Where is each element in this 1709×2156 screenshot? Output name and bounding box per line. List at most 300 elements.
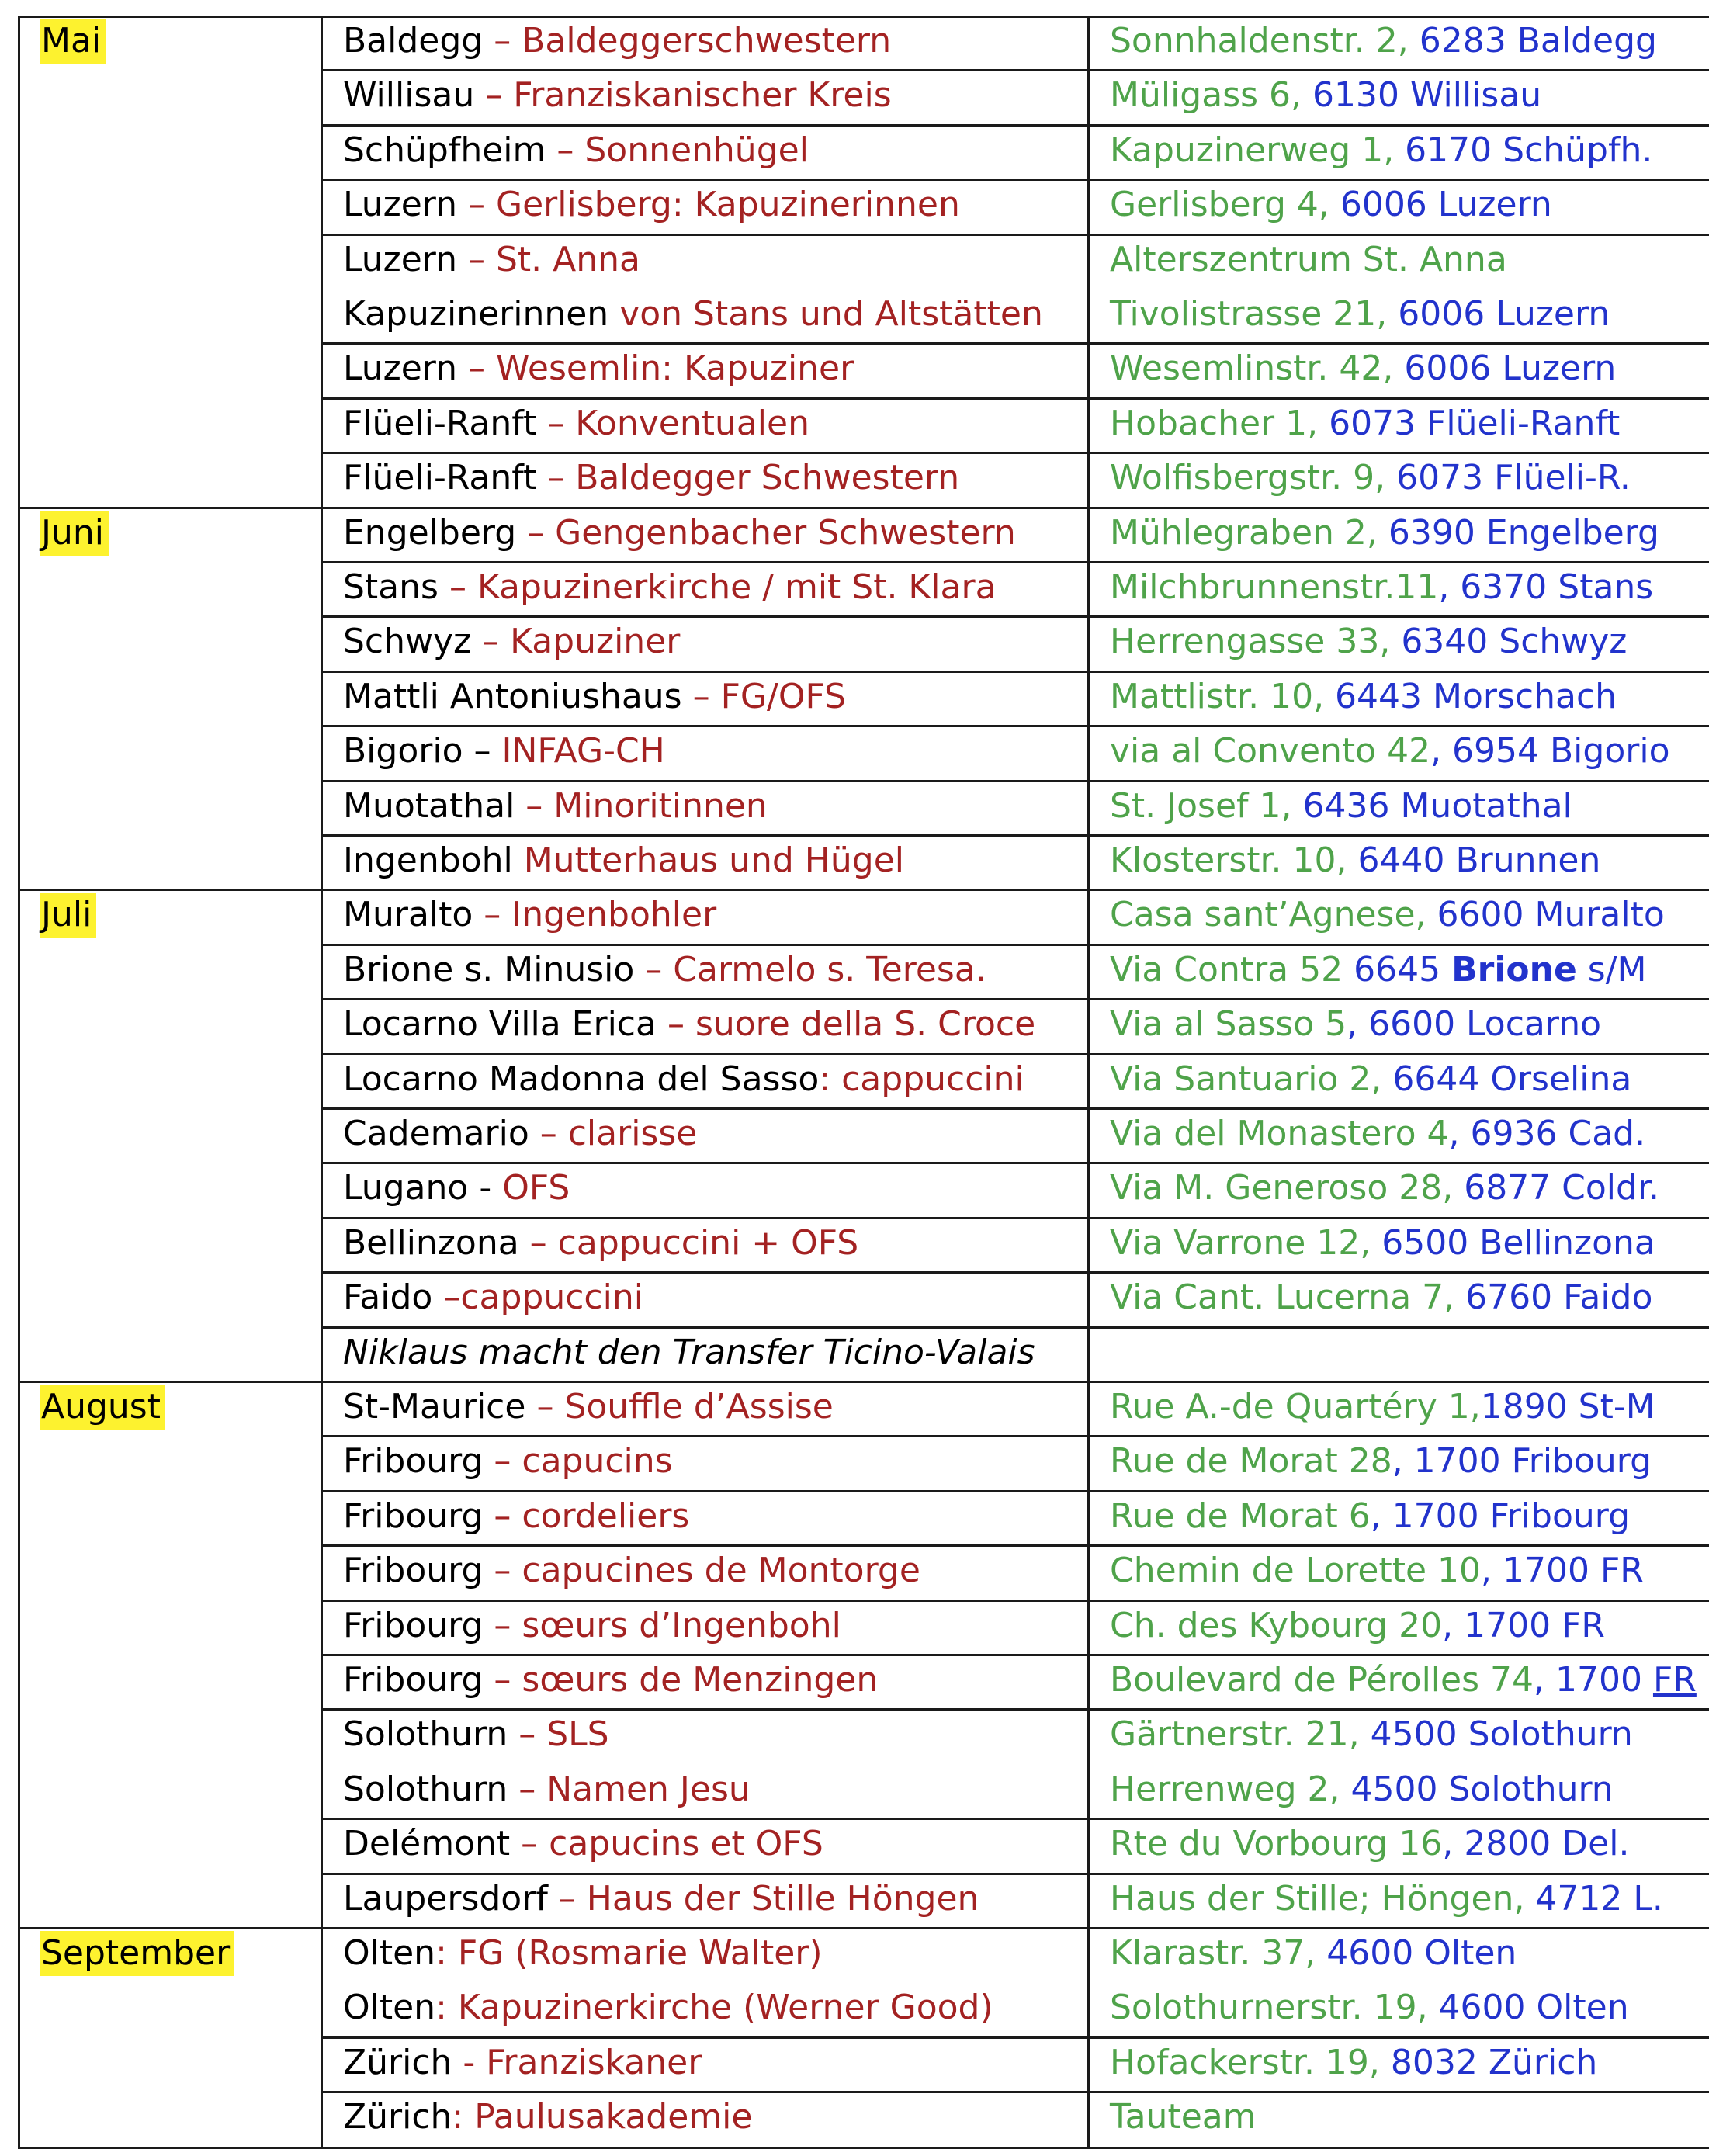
row-divider (321, 1326, 1709, 1329)
place-name: Muotathal (343, 785, 515, 826)
place-name: Locarno Madonna del Sasso (343, 1059, 820, 1099)
location-entry (343, 237, 640, 282)
address-entry (1110, 1439, 1652, 1484)
row-divider (321, 1708, 1709, 1711)
separator: – (656, 1004, 695, 1045)
separator (491, 731, 501, 771)
place-name: Flüeli-Ranft (343, 403, 537, 443)
place-name: Zürich (343, 2097, 452, 2137)
street-address: Hobacher 1, (1110, 403, 1329, 443)
address-entry (1110, 19, 1657, 64)
place-name: Fribourg (343, 1496, 484, 1536)
address-entry (1110, 838, 1600, 883)
row-divider (321, 671, 1709, 673)
place-name: Fribourg (343, 1660, 484, 1700)
community-name: Souffle d’Assise (564, 1387, 834, 1426)
row-divider (321, 615, 1709, 618)
address-entry (1110, 1603, 1605, 1648)
place-name: Solothurn (343, 1769, 508, 1809)
street-address: Via Contra 52 (1110, 949, 1354, 990)
postal-city: 6006 Luzern (1398, 294, 1610, 334)
place-name: Fribourg (343, 1441, 484, 1482)
community-name: Baldegger Schwestern (575, 458, 960, 498)
location-entry (343, 1767, 751, 1812)
location-entry (343, 73, 892, 118)
location-entry (343, 292, 1043, 337)
street-address: Herrengasse 33, (1110, 622, 1402, 662)
street-address: Müligass 6, (1110, 75, 1312, 116)
street-address: Herrenweg 2, (1110, 1769, 1351, 1809)
street-address: St. Josef 1, (1110, 785, 1303, 826)
address-entry (1110, 1166, 1659, 1211)
place-name: Olten (343, 1988, 436, 2028)
place-name: Faido (343, 1277, 433, 1318)
separator: : (819, 1059, 842, 1099)
location-entry (343, 1002, 1035, 1047)
street-address: Milchbrunnenstr.11 (1110, 567, 1439, 607)
place-name: Locarno Villa Erica (343, 1004, 657, 1045)
community-name: Kapuzinerkirche (Werner Good) (457, 1988, 993, 2028)
place-name: Willisau (343, 75, 475, 116)
community-name: Paulusakademie (474, 2097, 753, 2137)
month-label: August (40, 1385, 165, 1430)
postal-city: 6600 Muralto (1437, 895, 1665, 935)
street-address: Hofackerstr. 19, (1110, 2042, 1391, 2082)
month-divider (18, 1927, 1709, 1929)
postal-city: , 6936 Cad. (1448, 1114, 1646, 1153)
row-divider (321, 2091, 1709, 2093)
place-name: Flüeli-Ranft (343, 458, 537, 498)
street-address: Via al Sasso 5 (1110, 1004, 1347, 1045)
street-address: Sonnhaldenstr. 2, (1110, 21, 1420, 61)
postal-city: , 6600 Locarno (1347, 1004, 1601, 1045)
separator (513, 841, 524, 880)
separator: – (457, 185, 496, 225)
street-address: Ch. des Kybourg 20 (1110, 1605, 1443, 1645)
location-entry (343, 2095, 752, 2140)
separator: – (474, 75, 514, 116)
place-name: Baldegg (343, 21, 484, 61)
location-entry (343, 1439, 673, 1484)
street-address: Mühlegraben 2, (1110, 512, 1388, 553)
postal-city: , 6954 Bigorio (1430, 731, 1670, 771)
postal-city: 6644 Orselina (1392, 1059, 1632, 1099)
postal-city: , 2800 Del. (1442, 1824, 1630, 1864)
postal-city-link: FR (1652, 1660, 1697, 1700)
location-entry (343, 1166, 570, 1211)
location-entry (343, 1658, 878, 1703)
separator: : (452, 2097, 475, 2137)
row-divider (321, 342, 1709, 345)
street-address: Klarastr. 37, (1110, 1933, 1327, 1973)
postal-city: , 1700 Fribourg (1370, 1496, 1631, 1536)
community-name: FG/OFS (720, 676, 846, 716)
location-entry (343, 346, 854, 391)
street-address: Gerlisberg 4, (1110, 185, 1340, 225)
postal-city: , 1700 Fribourg (1392, 1441, 1652, 1482)
community-name: Namen Jesu (546, 1769, 751, 1809)
separator: – (515, 785, 554, 826)
community-name: Mutterhaus und Hügel (523, 841, 904, 880)
row-divider (321, 780, 1709, 782)
location-entry (343, 1603, 841, 1648)
community-name: St. Anna (495, 239, 640, 279)
location-entry (343, 674, 846, 719)
community-name: Kapuzinerkirche / mit St. Klara (477, 567, 997, 607)
separator: – (457, 239, 496, 279)
place-name: Ingenbohl (343, 841, 513, 880)
separator: – (473, 895, 512, 935)
address-entry (1110, 1111, 1645, 1156)
row-divider (321, 1654, 1709, 1656)
street-address: Via del Monastero 4 (1110, 1114, 1449, 1153)
month-label: Juni (40, 511, 109, 556)
separator: – (457, 348, 496, 389)
separator: – (525, 1387, 565, 1426)
postal-city: 4600 Olten (1326, 1933, 1517, 1973)
place-name: Muralto (343, 895, 473, 935)
community-name: Ingenbohler (511, 895, 717, 935)
postal-city: 4712 L. (1535, 1878, 1663, 1919)
community-name: Franziskaner (486, 2042, 702, 2082)
address-entry (1110, 1385, 1655, 1430)
community-name: cappuccini (841, 1059, 1024, 1099)
address-entry (1110, 1985, 1629, 2030)
address-entry (1110, 1275, 1652, 1320)
place-name: Schüpfheim (343, 130, 546, 170)
address-entry (1110, 619, 1627, 664)
separator: : (435, 1933, 458, 1973)
separator: – (483, 1496, 522, 1536)
street-address: via al Convento 42 (1110, 731, 1431, 771)
street-address: Wesemlinstr. 42, (1110, 348, 1405, 389)
place-name: Engelberg (343, 512, 517, 553)
place-name: Cademario (343, 1114, 529, 1153)
location-entry (343, 1931, 823, 1976)
street-address: Rte du Vorbourg 16 (1110, 1824, 1443, 1864)
row-divider (321, 561, 1709, 563)
location-entry (343, 893, 716, 938)
location-entry (343, 182, 960, 227)
location-entry (343, 565, 997, 610)
month-label: September (40, 1931, 234, 1976)
street-address: Tivolistrasse 21, (1110, 294, 1399, 334)
row-divider (321, 1162, 1709, 1164)
row-divider (321, 124, 1709, 127)
address-entry (1110, 456, 1631, 501)
location-entry (343, 511, 1016, 556)
address-entry (1110, 674, 1617, 719)
postal-city: 6170 Schüpfh. (1405, 130, 1653, 170)
location-entry (343, 1548, 920, 1593)
separator: – (483, 21, 522, 61)
place-name: Niklaus macht den Transfer Ticino-Valais (343, 1332, 1035, 1372)
column-divider (18, 16, 20, 2149)
separator: – (681, 676, 721, 716)
postal-city: 6006 Luzern (1340, 185, 1552, 225)
separator: – (518, 1222, 558, 1263)
postal-city: 6436 Muotathal (1302, 785, 1572, 826)
row-divider (321, 1873, 1709, 1875)
street-address: Tauteam (1110, 2097, 1257, 2137)
separator: – (483, 1441, 522, 1482)
postal-city: 6130 Willisau (1312, 75, 1542, 116)
separator: – (483, 1605, 522, 1645)
separator: – (546, 130, 585, 170)
address-entry (1110, 729, 1670, 774)
postal-city: 6440 Brunnen (1357, 841, 1601, 880)
address-entry (1110, 511, 1659, 556)
postal-city: 4500 Solothurn (1370, 1714, 1633, 1755)
address-entry (1110, 1221, 1655, 1266)
location-entry (343, 456, 959, 501)
community-name: Franziskanischer Kreis (513, 75, 892, 116)
separator: – (634, 949, 674, 990)
row-divider (321, 452, 1709, 454)
separator: – (536, 403, 576, 443)
place-name: Laupersdorf (343, 1878, 548, 1919)
separator (608, 294, 619, 334)
row-divider (321, 1053, 1709, 1055)
location-entry (343, 1494, 689, 1539)
community-name: cappuccini (460, 1277, 643, 1318)
postal-city: 6340 Schwyz (1401, 622, 1628, 662)
street-address: Mattlistr. 10, (1110, 676, 1336, 716)
row-divider (321, 944, 1709, 946)
postal-city: 8032 Zürich (1390, 2042, 1598, 2082)
column-divider (321, 16, 323, 2149)
location-entry (343, 19, 891, 64)
place-name: Lugano - (343, 1168, 492, 1208)
location-entry (343, 1877, 979, 1922)
row-divider (321, 1600, 1709, 1602)
address-entry (1110, 1658, 1697, 1703)
separator: – (516, 512, 556, 553)
community-name: capucins (522, 1441, 673, 1482)
street-address: Alterszentrum St. Anna (1110, 239, 1507, 279)
row-divider (321, 1217, 1709, 1219)
place-name: Olten (343, 1933, 436, 1973)
address-entry (1110, 237, 1507, 282)
row-divider (321, 1818, 1709, 1820)
location-entry (343, 1221, 858, 1266)
separator: – (510, 1824, 549, 1864)
postal-city: 6390 Engelberg (1388, 512, 1659, 553)
place-name: Fribourg (343, 1605, 484, 1645)
street-address: Via Santuario 2, (1110, 1059, 1393, 1099)
street-address: Wolfisbergstr. 9, (1110, 458, 1397, 498)
separator: – (483, 1551, 522, 1591)
month-divider (18, 507, 1709, 509)
table-top-border (18, 16, 1709, 18)
month-label: Mai (40, 19, 106, 64)
address-entry (1110, 1002, 1601, 1047)
postal-city: 6073 Flüeli-Ranft (1329, 403, 1621, 443)
community-name: cappuccini + OFS (557, 1222, 859, 1263)
address-entry (1110, 893, 1665, 938)
place-name: Luzern (343, 185, 457, 225)
street-address: Haus der Stille; Höngen, (1110, 1878, 1536, 1919)
community-name: Konventualen (575, 403, 809, 443)
month-divider (18, 889, 1709, 891)
month-divider (18, 1381, 1709, 1383)
location-entry (343, 1985, 993, 2030)
place-name: Luzern (343, 239, 457, 279)
place-name: Zürich (343, 2042, 452, 2082)
location-entry (343, 1275, 643, 1320)
separator: – (438, 567, 477, 607)
place-name: Luzern (343, 348, 457, 389)
place-name: Bellinzona (343, 1222, 519, 1263)
postal-city: 6006 Luzern (1404, 348, 1617, 389)
row-divider (321, 1544, 1709, 1547)
row-divider (321, 179, 1709, 181)
street-address: Via Varrone 12, (1110, 1222, 1382, 1263)
row-divider (321, 2036, 1709, 2039)
street-address: Rue de Morat 28 (1110, 1441, 1392, 1482)
address-entry (1110, 292, 1610, 337)
address-entry (1110, 565, 1653, 610)
location-entry (343, 619, 680, 664)
location-entry (343, 1057, 1024, 1102)
place-name: Solothurn (343, 1714, 508, 1755)
postal-city: 1890 St-M (1480, 1387, 1655, 1426)
address-entry (1110, 784, 1572, 829)
address-entry (1110, 1057, 1631, 1102)
row-divider (321, 725, 1709, 727)
street-address: Rue A.-de Quartéry 1, (1110, 1387, 1481, 1426)
community-name: sœurs de Menzingen (522, 1660, 879, 1700)
row-divider (321, 1490, 1709, 1492)
separator: – (432, 1277, 461, 1318)
community-name: sœurs d’Ingenbohl (522, 1605, 841, 1645)
postal-city: 6760 Faido (1465, 1277, 1653, 1318)
postal-city: 6645 (1354, 949, 1452, 990)
separator: – (547, 1878, 587, 1919)
location-entry (343, 729, 665, 774)
community-name: Minoritinnen (553, 785, 768, 826)
postal-city: 6283 Baldegg (1419, 21, 1657, 61)
separator: – (508, 1769, 547, 1809)
row-divider (321, 998, 1709, 1000)
postal-city: , 6370 Stans (1438, 567, 1654, 607)
postal-city: , 1700 FR (1442, 1605, 1605, 1645)
separator: - (452, 2042, 487, 2082)
separator: – (471, 622, 511, 662)
street-address: Via Cant. Lucerna 7, (1110, 1277, 1466, 1318)
schedule-table (18, 16, 1709, 2149)
location-entry (343, 838, 904, 883)
community-name: clarisse (567, 1114, 698, 1153)
postal-city: , 1700 FR (1481, 1551, 1644, 1591)
postal-city: 6443 Morschach (1335, 676, 1617, 716)
address-entry (1110, 401, 1620, 446)
location-entry (343, 1822, 823, 1867)
address-entry (1110, 2040, 1597, 2085)
address-entry (1110, 1712, 1633, 1757)
postal-city: 6500 Bellinzona (1381, 1222, 1655, 1263)
community-name: SLS (546, 1714, 609, 1755)
separator: – (508, 1714, 547, 1755)
community-name: Baldeggerschwestern (522, 21, 892, 61)
street-address: Kapuzinerweg 1, (1110, 130, 1406, 170)
separator: – (536, 458, 576, 498)
address-entry (1110, 1494, 1630, 1539)
column-divider (1087, 16, 1090, 2149)
postal-city: 4500 Solothurn (1350, 1769, 1614, 1809)
row-divider (321, 397, 1709, 400)
row-divider (321, 69, 1709, 71)
separator: – (483, 1660, 522, 1700)
location-entry (343, 1385, 834, 1430)
postal-city: , 1700 (1534, 1660, 1653, 1700)
place-name: St-Maurice (343, 1387, 526, 1426)
address-entry (1110, 73, 1541, 118)
address-entry (1110, 2095, 1257, 2140)
separator (491, 1168, 502, 1208)
community-name: Kapuziner (510, 622, 681, 662)
street-address: Boulevard de Pérolles 74 (1110, 1660, 1534, 1700)
location-entry (343, 1712, 609, 1757)
community-name: FG (Rosmarie Walter) (457, 1933, 823, 1973)
row-divider (321, 834, 1709, 837)
postal-city-tail: s/M (1576, 949, 1647, 990)
address-entry (1110, 128, 1652, 173)
address-entry (1110, 1877, 1663, 1922)
address-entry (1110, 182, 1552, 227)
table-bottom-border (18, 2147, 1709, 2149)
location-entry (343, 784, 768, 829)
address-entry (1110, 1548, 1644, 1593)
address-entry (1110, 1767, 1614, 1812)
community-name: Haus der Stille Höngen (586, 1878, 979, 1919)
location-entry (343, 1330, 1035, 1375)
street-address: Chemin de Lorette 10 (1110, 1551, 1482, 1591)
place-name: Fribourg (343, 1551, 484, 1591)
postal-city: 4600 Olten (1438, 1988, 1629, 2028)
address-entry (1110, 346, 1616, 391)
community-name: cordeliers (522, 1496, 690, 1536)
street-address: Klosterstr. 10, (1110, 841, 1358, 880)
community-name: Gerlisberg: Kapuzinerinnen (495, 185, 960, 225)
place-name: Stans (343, 567, 439, 607)
row-divider (321, 1435, 1709, 1437)
location-entry (343, 401, 809, 446)
month-label: Juli (40, 893, 96, 938)
community-name: Sonnenhügel (584, 130, 809, 170)
street-address: Casa sant’Agnese, (1110, 895, 1437, 935)
community-name: Carmelo s. Teresa. (673, 949, 986, 990)
separator: – (529, 1114, 568, 1153)
separator: : (435, 1988, 458, 2028)
place-name: Bigorio – (343, 731, 491, 771)
address-entry (1110, 948, 1647, 993)
street-address: Rue de Morat 6 (1110, 1496, 1371, 1536)
postal-city-bold: Brione (1451, 949, 1577, 990)
community-name: INFAG-CH (501, 731, 665, 771)
place-name: Brione s. Minusio (343, 949, 635, 990)
address-entry (1110, 1822, 1629, 1867)
location-entry (343, 1111, 697, 1156)
postal-city: 6877 Coldr. (1464, 1168, 1659, 1208)
postal-city: 6073 Flüeli-R. (1396, 458, 1631, 498)
row-divider (321, 1271, 1709, 1274)
address-entry (1110, 1931, 1517, 1976)
community-name: Wesemlin: Kapuziner (495, 348, 854, 389)
community-name: von Stans und Altstätten (619, 294, 1043, 334)
place-name: Delémont (343, 1824, 511, 1864)
community-name: capucins et OFS (549, 1824, 823, 1864)
